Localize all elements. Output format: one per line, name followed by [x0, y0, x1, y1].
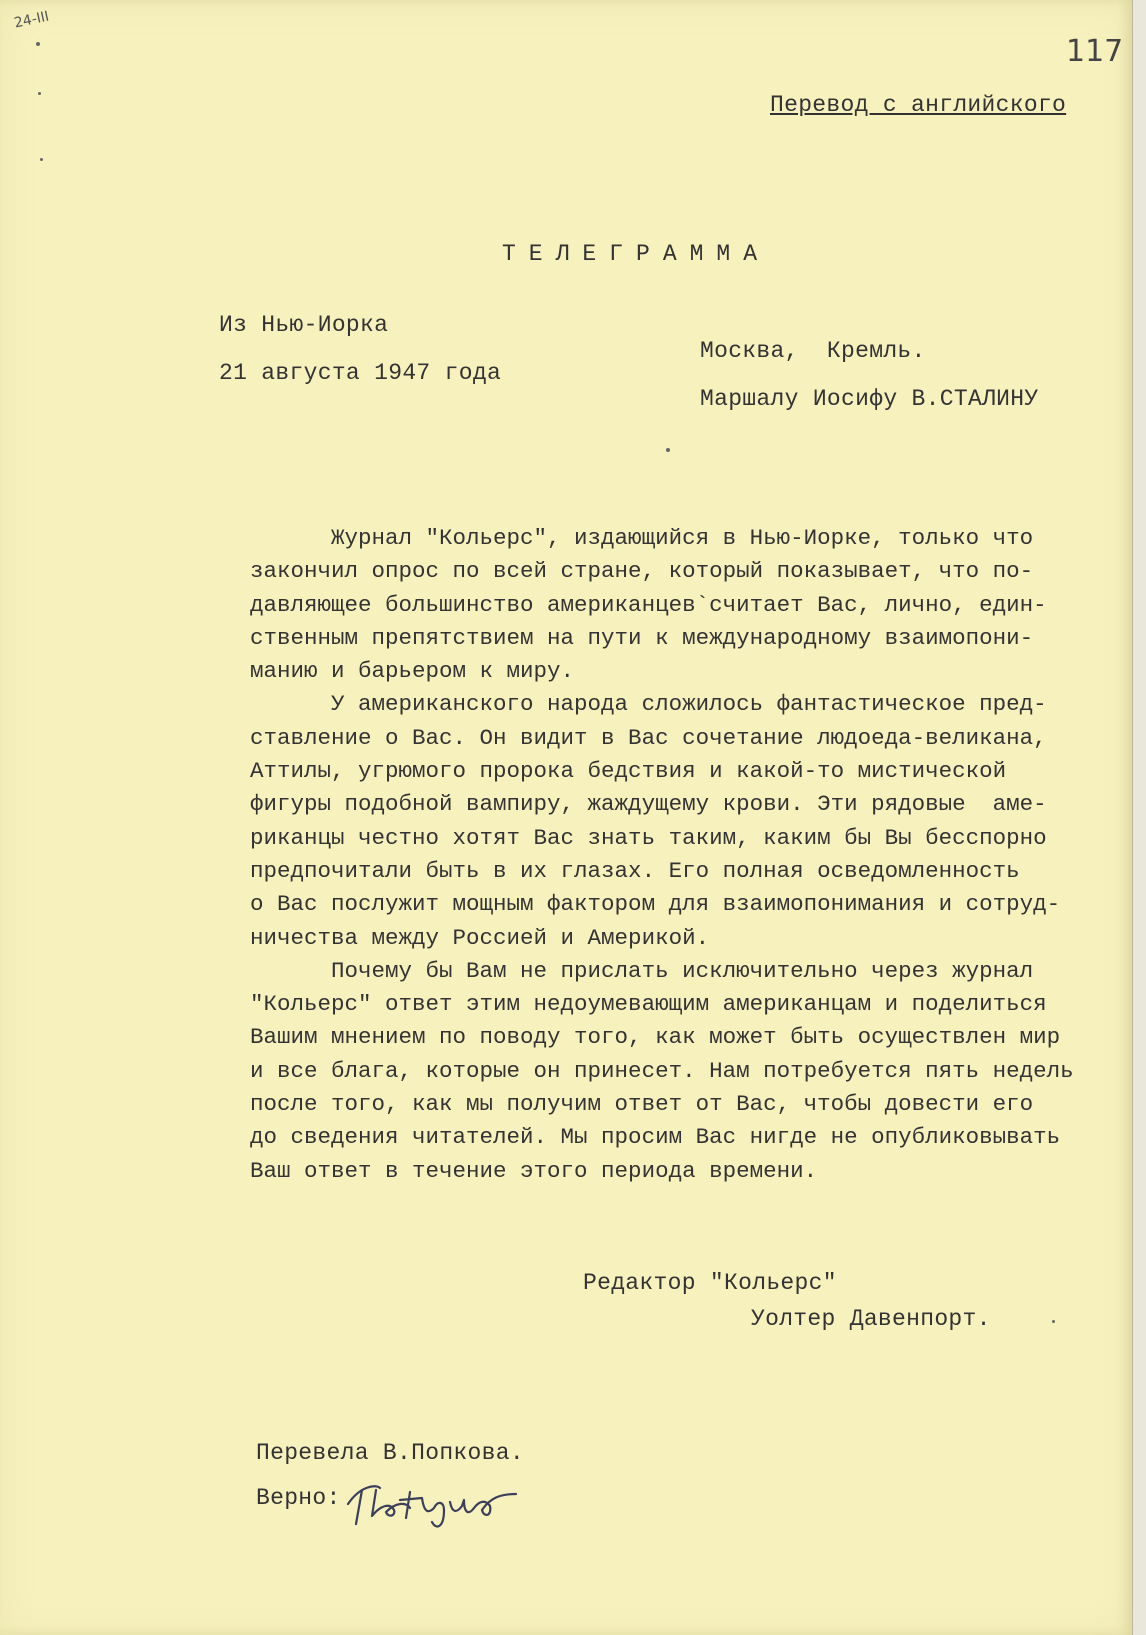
- page-number: 117: [1066, 34, 1124, 69]
- body-line: "Кольерс" ответ этим недоумевающим американцам и поделиться: [250, 991, 1047, 1018]
- handwritten-signature: [340, 1472, 530, 1532]
- paper-speck: [38, 92, 41, 95]
- archive-corner-note: 24-III: [12, 8, 51, 32]
- translator-line: Перевела В.Попкова.: [256, 1440, 524, 1466]
- body-line: закончил опрос по всей стране, который показывает, что по-: [250, 558, 1034, 585]
- document-title: ТЕЛЕГРАММА: [502, 241, 771, 267]
- origin-place: Из Нью-Иорка: [219, 312, 389, 338]
- body-line: риканцы честно хотят Вас знать таким, каким бы Вы бесспорно: [250, 824, 1047, 851]
- body-line: Вашим мнением по поводу того, как может быть осуществлен мир: [250, 1024, 1061, 1051]
- body-line: до сведения читателей. Мы просим Вас нигде не опубликовывать: [250, 1124, 1061, 1151]
- body-line: Журнал "Кольерс", издающийся в Нью-Иорке, только что: [250, 525, 1034, 551]
- body-line: У американского народа сложилось фантастическое пред-: [250, 691, 1047, 718]
- body-line: ственным препятствием на пути к международному взаимопони-: [250, 624, 1034, 651]
- body-line: после того, как мы получим ответ от Вас, чтобы довести его: [250, 1091, 1034, 1118]
- body-line: Почему бы Вам не прислать исключительно через журнал: [250, 957, 1034, 984]
- page-edge: [1132, 0, 1146, 1635]
- body-line: манию и барьером к миру.: [250, 658, 575, 685]
- origin-date: 21 августа 1947 года: [219, 360, 502, 386]
- translation-note: Перевод с английского: [770, 92, 1067, 118]
- paper-speck: [666, 448, 670, 452]
- body-line: Аттилы, угрюмого пророка бедствия и какой-то мистической: [250, 758, 1007, 785]
- body-line: ставление о Вас. Он видит в Вас сочетание людоеда-великана,: [250, 724, 1047, 751]
- verified-label: Верно:: [256, 1485, 341, 1511]
- body-line: и все блага, которые он принесет. Нам потребуется пять недель: [250, 1057, 1074, 1084]
- paper-speck: [40, 158, 43, 161]
- destination-place: Москва, Кремль.: [700, 338, 926, 364]
- paper-speck: [36, 42, 40, 46]
- editor-name: Уолтер Давенпорт.: [751, 1306, 991, 1332]
- body-line: Ваш ответ в течение этого периода времени.: [250, 1157, 818, 1184]
- editor-title: Редактор "Кольерс": [583, 1270, 837, 1296]
- body-line: фигуры подобной вампиру, жаждущему крови. Эти рядовые аме-: [250, 791, 1047, 818]
- body-line: предпочитали быть в их глазах. Его полная осведомленность: [250, 857, 1020, 884]
- body-line: о Вас послужит мощным фактором для взаимопонимания и сотруд-: [250, 891, 1061, 918]
- body-line: ничества между Россией и Америкой.: [250, 924, 710, 951]
- destination-recipient: Маршалу Иосифу В.СТАЛИНУ: [700, 386, 1039, 412]
- telegram-body: [250, 522, 1110, 1188]
- body-line: давляющее большинство американцев`считает Вас, лично, един-: [250, 591, 1047, 618]
- paper-speck: [1052, 1320, 1055, 1323]
